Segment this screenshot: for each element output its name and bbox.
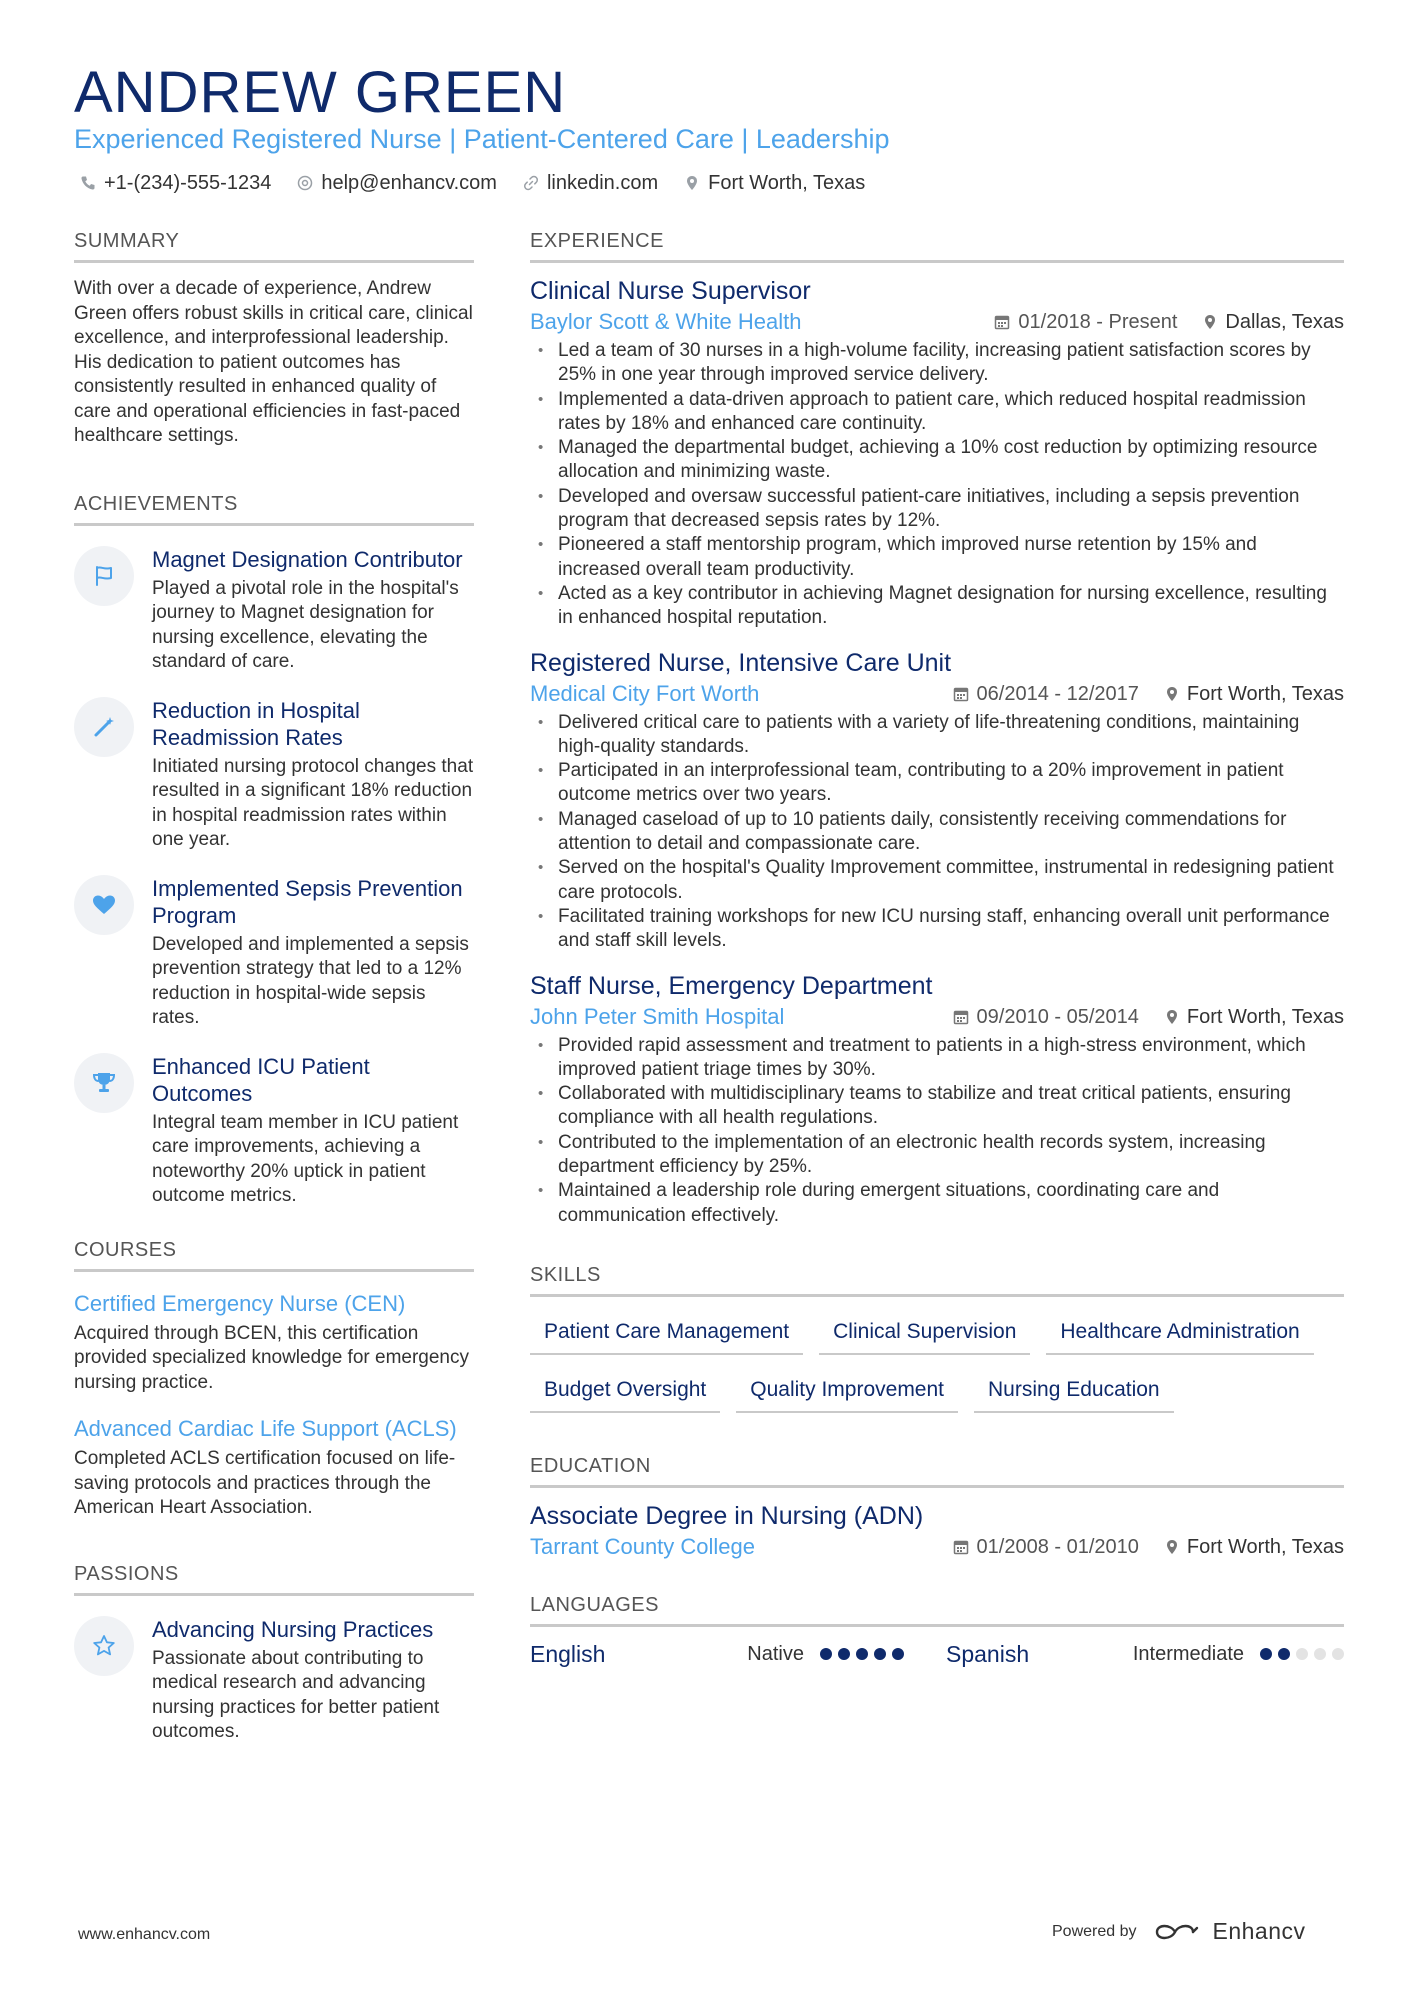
magic-wand-icon <box>74 697 134 757</box>
job-bullet: • Acted as a key contributor in achieving Magnet designation for nursing excellence, resulting in enhanced hospital reputation. <box>530 582 1344 631</box>
job-bullet: • Pioneered a staff mentorship program, which improved nurse retention by 15% and increased overall team productivity. <box>530 533 1344 582</box>
contact-phone[interactable] <box>80 170 271 196</box>
calendar-icon <box>953 1009 969 1025</box>
link-icon <box>523 175 539 191</box>
courses-heading: COURSES <box>74 1237 474 1272</box>
education-school: Tarrant County College <box>530 1533 756 1559</box>
job-bullet: • Maintained a leadership role during emergent situations, coordinating care and communication effectively. <box>530 1179 1344 1228</box>
achievement-item <box>74 875 474 1031</box>
candidate-name: ANDREW GREEN <box>74 60 567 125</box>
course-title: Certified Emergency Nurse (CEN) <box>74 1290 406 1316</box>
experience-item <box>530 647 1344 954</box>
job-dates <box>953 1002 1139 1032</box>
passions-heading: PASSIONS <box>74 1561 474 1596</box>
job-bullet: • Delivered critical care to patients with a variety of life-threatening conditions, maintaining high-quality standards. <box>530 711 1344 760</box>
contact-linkedin[interactable] <box>523 170 658 196</box>
language-name: English <box>530 1640 606 1667</box>
rating-dot <box>1314 1648 1326 1660</box>
contact-phone-text: +1-(234)-555-1234 <box>104 172 272 194</box>
job-bullet: • Implemented a data-driven approach to patient care, which reduced hospital readmission rates by 18% and enhanced care continuity. <box>530 388 1344 437</box>
experience-list <box>530 275 1344 1228</box>
phone-icon <box>80 175 96 191</box>
achievements-section <box>74 491 474 1209</box>
skills-section <box>530 1262 1344 1413</box>
experience-heading: EXPERIENCE <box>530 228 1344 263</box>
language-rating <box>820 1648 904 1660</box>
job-location <box>1165 679 1344 709</box>
achievement-item <box>74 1053 474 1209</box>
job-title: Clinical Nurse Supervisor <box>530 277 811 305</box>
location-pin-icon <box>684 175 700 191</box>
rating-dot <box>820 1648 832 1660</box>
job-location-text: Dallas, Texas <box>1225 311 1344 333</box>
trophy-icon <box>74 1053 134 1113</box>
job-bullet: • Served on the hospital's Quality Improvement committee, instrumental in redesigning patient care protocols. <box>530 856 1344 905</box>
passion-item <box>74 1616 474 1745</box>
experience-section <box>530 228 1344 1228</box>
experience-item <box>530 275 1344 631</box>
education-degree: Associate Degree in Nursing (ADN) <box>530 1501 924 1530</box>
location-pin-icon <box>1165 1009 1179 1025</box>
achievement-title: Enhanced ICU Patient Outcomes <box>152 1053 370 1106</box>
achievement-desc: Played a pivotal role in the hospital's journey to Magnet designation for nursing excellence, elevating the standard of care. <box>152 577 459 672</box>
course-item <box>74 1290 474 1396</box>
language-item <box>946 1639 1344 1669</box>
education-dates-text: 01/2008 - 01/2010 <box>976 1535 1139 1558</box>
job-title: Staff Nurse, Emergency Department <box>530 971 933 1000</box>
job-bullet: • Participated in an interprofessional team, contributing to a 20% improvement in patient outcome metrics over two years. <box>530 759 1344 808</box>
language-level: Intermediate <box>1132 1642 1244 1665</box>
powered-by-label: Powered by <box>1052 1922 1137 1940</box>
language-rating <box>1260 1648 1344 1660</box>
star-icon <box>74 1616 134 1676</box>
courses-section <box>74 1237 474 1521</box>
course-item <box>74 1415 474 1521</box>
footer-brand[interactable] <box>1052 1918 1306 1945</box>
location-pin-icon <box>1165 686 1179 702</box>
footer-website[interactable]: www.enhancv.com <box>78 1926 211 1943</box>
rating-dot <box>1278 1648 1290 1660</box>
summary-section <box>74 228 474 449</box>
job-location-text: Fort Worth, Texas <box>1186 682 1344 705</box>
languages-heading: LANGUAGES <box>530 1592 1344 1627</box>
job-meta <box>530 1002 1344 1032</box>
job-bullets <box>530 339 1344 631</box>
contact-linkedin-text: linkedin.com <box>546 172 659 194</box>
job-dates <box>953 679 1139 709</box>
calendar-icon <box>994 314 1010 330</box>
job-bullet: • Managed the departmental budget, achieving a 10% cost reduction by optimizing resource allocation and minimizing waste. <box>530 436 1344 485</box>
languages-section <box>530 1592 1344 1669</box>
job-location <box>1203 307 1344 337</box>
contact-email-text: help@enhancv.com <box>321 172 497 194</box>
location-pin-icon <box>1165 1539 1179 1555</box>
rating-dot <box>838 1648 850 1660</box>
rating-dot <box>1296 1648 1308 1660</box>
achievement-desc: Integral team member in ICU patient care improvements, achieving a noteworthy 20% uptick in patient outcome metrics. <box>152 1111 459 1206</box>
education-heading: EDUCATION <box>530 1453 1344 1488</box>
at-icon <box>297 175 313 191</box>
education-location <box>1165 1532 1344 1562</box>
language-name: Spanish <box>946 1640 1030 1667</box>
summary-heading: SUMMARY <box>74 228 474 263</box>
rating-dot <box>892 1648 904 1660</box>
left-column <box>74 228 474 1767</box>
calendar-icon <box>953 1539 969 1555</box>
skill-tag: Nursing Education <box>974 1371 1174 1413</box>
languages-row <box>530 1639 1344 1669</box>
job-bullet: • Facilitated training workshops for new ICU nursing staff, enhancing overall unit performance and staff skill levels. <box>530 905 1344 954</box>
rating-dot <box>1260 1648 1272 1660</box>
contact-bar <box>80 170 865 196</box>
language-level: Native <box>747 1642 804 1665</box>
skills-list <box>530 1309 1344 1413</box>
enhancv-logo-icon <box>1151 1919 1199 1945</box>
skill-tag: Clinical Supervision <box>819 1313 1030 1355</box>
job-bullet: • Developed and oversaw successful patient-care initiatives, including a sepsis prevention program that decreased sepsis rates by 12%. <box>530 485 1344 534</box>
job-company: Baylor Scott & White Health <box>530 309 802 334</box>
achievement-desc: Initiated nursing protocol changes that resulted in a significant 18% reduction in hospital readmission rates within one year. <box>152 755 474 850</box>
job-company: John Peter Smith Hospital <box>530 1003 785 1029</box>
achievement-item <box>74 546 474 675</box>
summary-text: With over a decade of experience, Andrew Green offers robust skills in critical care, clinical excellence, and interprofessional leadership. His dedication to patient outcomes has consistently resulted in enhanced quality of care and operational efficiencies in fast-paced healthcare settings. <box>74 278 473 446</box>
course-desc: Acquired through BCEN, this certification provided specialized knowledge for emergency nursing practice. <box>74 1322 470 1393</box>
heart-icon <box>74 875 134 935</box>
education-section <box>530 1453 1344 1562</box>
skills-heading: SKILLS <box>530 1262 1344 1297</box>
achievements-heading: ACHIEVEMENTS <box>74 491 474 526</box>
job-location <box>1165 1002 1344 1032</box>
job-title: Registered Nurse, Intensive Care Unit <box>530 648 952 677</box>
skill-tag: Healthcare Administration <box>1046 1313 1313 1355</box>
rating-dot <box>874 1648 886 1660</box>
job-location-text: Fort Worth, Texas <box>1186 1005 1344 1028</box>
achievement-title: Magnet Designation Contributor <box>152 546 463 572</box>
job-bullet: • Contributed to the implementation of an electronic health records system, increasing department efficiency by 25%. <box>530 1131 1344 1180</box>
job-bullet: • Collaborated with multidisciplinary teams to stabilize and treat critical patients, ensuring compliance with all health regulations. <box>530 1082 1344 1131</box>
candidate-title: Experienced Registered Nurse | Patient-Centered Care | Leadership <box>74 124 890 154</box>
job-meta <box>530 679 1344 709</box>
job-company: Medical City Fort Worth <box>530 680 760 706</box>
rating-dot <box>856 1648 868 1660</box>
achievement-desc: Developed and implemented a sepsis prevention strategy that led to a 12% reduction in hospital-wide sepsis rates. <box>152 933 469 1028</box>
rating-dot <box>1332 1648 1344 1660</box>
calendar-icon <box>953 686 969 702</box>
job-meta <box>530 307 1344 337</box>
job-dates-text: 06/2014 - 12/2017 <box>976 682 1139 705</box>
job-bullets <box>530 711 1344 954</box>
passions-section <box>74 1561 474 1745</box>
experience-item <box>530 970 1344 1228</box>
achievement-item <box>74 697 474 853</box>
education-dates <box>953 1532 1139 1562</box>
skill-tag: Patient Care Management <box>530 1313 803 1355</box>
flag-icon <box>74 546 134 606</box>
education-location-text: Fort Worth, Texas <box>1186 1535 1344 1558</box>
brand-name: Enhancv <box>1212 1918 1306 1944</box>
job-bullet: • Led a team of 30 nurses in a high-volume facility, increasing patient satisfaction scores by 25% in one year through improved service delivery. <box>530 339 1344 388</box>
job-dates <box>994 307 1177 337</box>
language-item <box>530 1639 946 1669</box>
job-dates-text: 09/2010 - 05/2014 <box>976 1005 1139 1028</box>
location-pin-icon <box>1203 314 1217 330</box>
skill-tag: Quality Improvement <box>736 1371 958 1413</box>
job-bullet: • Provided rapid assessment and treatment to patients in a high-stress environment, which improved patient triage times by 30%. <box>530 1034 1344 1083</box>
course-title: Advanced Cardiac Life Support (ACLS) <box>74 1416 457 1441</box>
contact-location-text: Fort Worth, Texas <box>708 172 866 194</box>
course-desc: Completed ACLS certification focused on life-saving protocols and practices through the American Heart Association. <box>74 1448 456 1518</box>
skill-tag: Budget Oversight <box>530 1371 720 1413</box>
achievement-title: Implemented Sepsis Prevention Program <box>152 875 463 928</box>
job-bullet: • Managed caseload of up to 10 patients daily, consistently receiving commendations for attention to detail and compassionate care. <box>530 808 1344 857</box>
passion-desc: Passionate about contributing to medical research and advancing nursing practices for better patient outcomes. <box>152 1647 440 1742</box>
achievement-title: Reduction in Hospital Readmission Rates <box>152 697 360 750</box>
education-meta <box>530 1532 1344 1562</box>
job-bullets <box>530 1034 1344 1228</box>
right-column <box>530 228 1344 1669</box>
passion-title: Advancing Nursing Practices <box>152 1616 434 1642</box>
contact-email[interactable] <box>297 170 497 196</box>
contact-location <box>684 170 865 196</box>
job-dates-text: 01/2018 - Present <box>1018 311 1178 333</box>
